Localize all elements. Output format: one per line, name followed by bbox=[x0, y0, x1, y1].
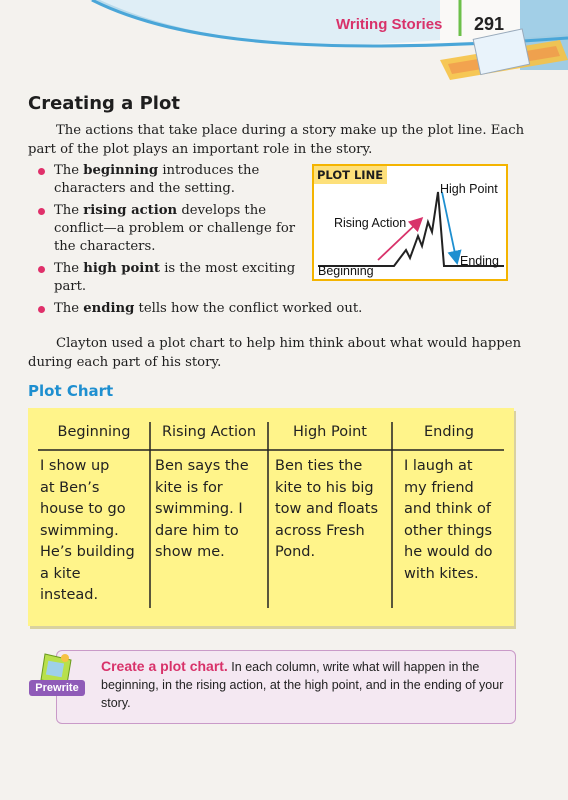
running-head: Writing Stories bbox=[336, 16, 443, 33]
cell-high-point: Ben ties the kite to his big tow and floats across Fresh Pond. bbox=[275, 458, 379, 560]
plot-line-title: PLOT LINE bbox=[314, 166, 387, 184]
section-title: Creating a Plot bbox=[28, 93, 180, 114]
ending-label: Ending bbox=[460, 254, 499, 268]
col-header-ending: Ending bbox=[424, 424, 474, 440]
bullet-dot-icon bbox=[38, 208, 45, 215]
cell-ending: I laugh at my friend and think of other things he would do with kites. bbox=[404, 458, 493, 582]
plot-line-diagram bbox=[312, 164, 508, 281]
cell-rising-action: Ben says the kite is for swimming. I dare him to show me. bbox=[155, 458, 249, 560]
clayton-paragraph: Clayton used a plot chart to help him think about what would happen during each part of his story. bbox=[28, 336, 522, 370]
cell-beginning: I show up at Ben’s house to go swimming. He’s building a kite instead. bbox=[40, 458, 135, 603]
plot-chart-card bbox=[28, 408, 514, 626]
bullet-dot-icon bbox=[38, 306, 45, 313]
col-header-rising-action: Rising Action bbox=[161, 424, 257, 440]
intro-paragraph: The actions that take place during a story make up the plot line. Each part of the plot plays an important role in the story. bbox=[28, 123, 525, 157]
list-item: The ending tells how the conflict worked out. bbox=[54, 300, 394, 318]
prewrite-badge: Prewrite bbox=[29, 680, 85, 696]
prewrite-text: Create a plot chart. In each column, write what will happen in the beginning, in the rising action, at the high point, and in the ending of your story. bbox=[101, 658, 504, 710]
bullet-dot-icon bbox=[38, 266, 45, 273]
beginning-label: Beginning bbox=[318, 264, 374, 278]
list-item: The high point is the most exciting part. bbox=[54, 260, 304, 296]
plot-chart-heading: Plot Chart bbox=[28, 382, 114, 400]
high-point-label: High Point bbox=[440, 182, 498, 196]
rising-action-label: Rising Action bbox=[334, 216, 407, 230]
prewrite-callout bbox=[56, 650, 516, 724]
list-item: The beginning introduces the characters and the setting. bbox=[54, 162, 304, 198]
col-header-high-point: High Point bbox=[293, 424, 367, 440]
list-item: The rising action develops the conflict—a problem or challenge for the characters. bbox=[54, 202, 304, 256]
col-header-beginning: Beginning bbox=[57, 424, 131, 440]
bullet-dot-icon bbox=[38, 168, 45, 175]
page-number: 291 bbox=[474, 14, 505, 34]
